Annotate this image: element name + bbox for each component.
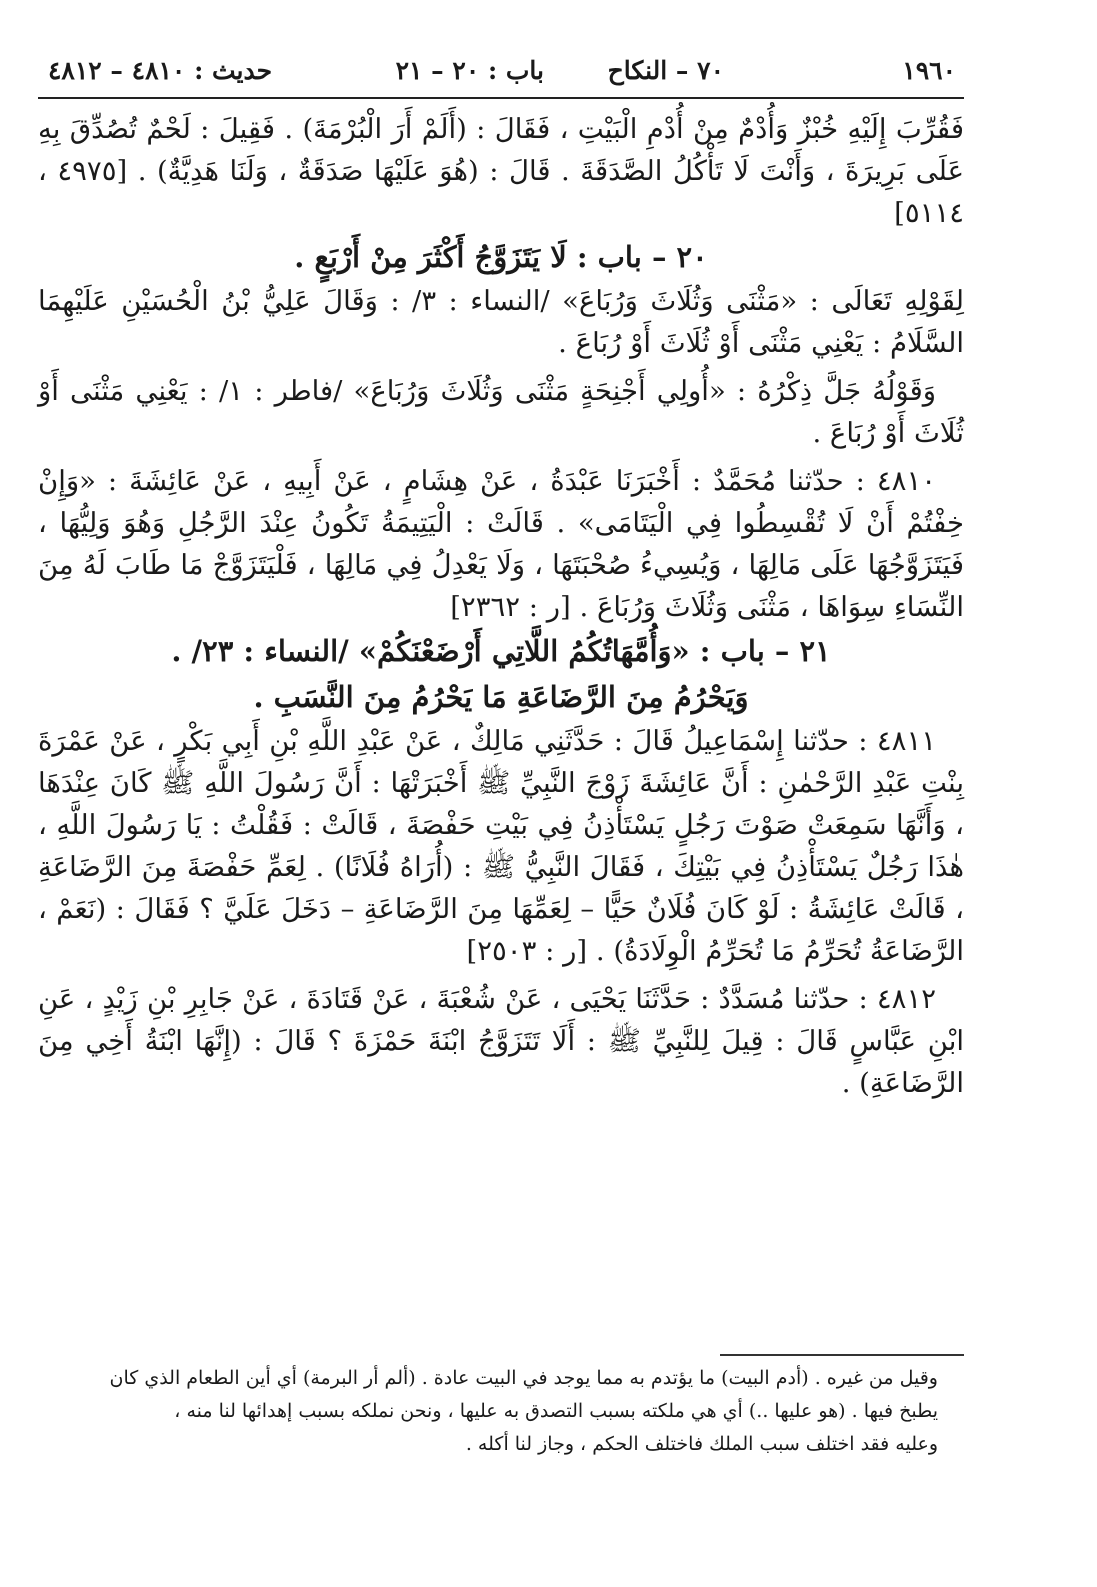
footnote xyxy=(38,1362,938,1461)
chapter-20-text-a: لِقَوْلِهِ تَعَالَى : «مَثْنَى وَثُلَاثَ وَرُبَاعَ» /النساء : ٣/ : وَقَالَ عَلِيُّ بْنُ الْحُسَيْنِ عَلَيْهِمَا السَّلَامُ : يَعْنِي مَثْنَى أَوْ ثُلَاثَ أَوْ رُبَاعَ . xyxy=(38,285,964,359)
running-header xyxy=(38,52,964,94)
chapter-heading-21-sub: وَيَحْرُمُ مِنَ الرَّضَاعَةِ مَا يَحْرُمُ مِنَ النَّسَبِ . xyxy=(253,680,749,714)
chapter-range: باب : ٢٠ – ٢١ xyxy=(395,56,544,85)
footnote-line-3: وعليه فقد اختلف سبب الملك فاختلف الحكم ، وجاز لنا أكله . xyxy=(465,1433,938,1455)
chapter-heading-21: ٢١ – باب : «وَأُمَّهَاتُكُمُ اللَّاتِي أَرْضَعْنَكُمْ» /النساء : ٢٣/ . xyxy=(171,634,831,668)
footnote-line-2: يطبخ فيها . (هو عليها ..) أي هي ملكته بسبب التصدق به عليها ، ونحن نملكه بسبب إهدائها لنا منه ، xyxy=(174,1400,938,1422)
continuation-paragraph: فَقُرِّبَ إِلَيْهِ خُبْزٌ وَأُدْمٌ مِنْ أُدْمِ الْبَيْتِ ، فَقَالَ : (أَلَمْ أَرَ الْبُرْمَةَ) . فَقِيلَ : لَحْمٌ تُصُدِّقَ بِهِ عَلَى بَرِيرَةَ ، وَأَنْتَ لَا تَأْكُلُ الصَّدَقَةَ . قَالَ : (هُوَ عَلَيْهَا صَدَقَةٌ ، وَلَنَا هَدِيَّةٌ) . [٤٩٧٥ ، ٥١١٤] xyxy=(38,113,964,229)
hadith-4812: ٤٨١٢ : حدّثنا مُسَدَّدٌ : حَدَّثَنَا يَحْيَى ، عَنْ شُعْبَةَ ، عَنْ قَتَادَةَ ، عَنْ جَابِرِ بْنِ زَيْدٍ ، عَنِ ابْنِ عَبَّاسٍ قَالَ : قِيلَ لِلنَّبِيِّ ﷺ : أَلَا تَتَزَوَّجُ ابْنَةَ حَمْزَةَ ؟ قَالَ : (إِنَّهَا ابْنَةُ أَخِي مِنَ الرَّضَاعَةِ) . xyxy=(38,983,964,1099)
footnote-line-1: وقيل من غيره . (أدم البيت) ما يؤتدم به مما يوجد في البيت عادة . (ألم أر البرمة) أي أين الطعام الذي كان xyxy=(109,1367,938,1389)
book-title: ٧٠ – النكاح xyxy=(607,56,724,85)
footnote-divider xyxy=(720,1354,964,1356)
page-number: ١٩٦٠ xyxy=(902,56,956,85)
hadith-range: حديث : ٤٨١٠ – ٤٨١٢ xyxy=(48,56,273,85)
chapter-heading-20: ٢٠ – باب : لَا يَتَزَوَّجُ أَكْثَرَ مِنْ أَرْبَعٍ . xyxy=(294,240,708,274)
chapter-20-text-b: وَقَوْلُهُ جَلَّ ذِكْرُهُ : «أُولِي أَجْنِحَةٍ مَثْنَى وَثُلَاثَ وَرُبَاعَ» /فاطر : ١/ : يَعْنِي مَثْنَى أَوْ ثُلَاثَ أَوْ رُبَاعَ . xyxy=(38,375,964,449)
header-divider xyxy=(38,97,964,99)
main-text xyxy=(38,108,964,1104)
hadith-4811: ٤٨١١ : حدّثنا إِسْمَاعِيلُ قَالَ : حَدَّثَنِي مَالِكٌ ، عَنْ عَبْدِ اللَّهِ بْنِ أَبِي بَكْرٍ ، عَنْ عَمْرَةَ بِنْتِ عَبْدِ الرَّحْمٰنِ : أَنَّ عَائِشَةَ زَوْجَ النَّبِيِّ ﷺ أَخْبَرَتْهَا : أَنَّ رَسُولَ اللَّهِ ﷺ كَانَ عِنْدَهَا ، وَأَنَّهَا سَمِعَتْ صَوْتَ رَجُلٍ يَسْتَأْذِنُ فِي بَيْتِ حَفْصَةَ ، قَالَتْ : فَقُلْتُ : يَا رَسُولَ اللَّهِ ، هٰذَا رَجُلٌ يَسْتَأْذِنُ فِي بَيْتِكَ ، فَقَالَ النَّبِيُّ ﷺ : (أُرَاهُ فُلَانًا) . لِعَمِّ حَفْصَةَ مِنَ الرَّضَاعَةِ ، قَالَتْ عَائِشَةُ : لَوْ كَانَ فُلَانٌ حَيًّا – لِعَمِّهَا مِنَ الرَّضَاعَةِ – دَخَلَ عَلَيَّ ؟ فَقَالَ : (نَعَمْ ، الرَّضَاعَةُ تُحَرِّمُ مَا تُحَرِّمُ الْوِلَادَةُ) . [ر : ٢٥٠٣] xyxy=(38,725,964,967)
hadith-4810: ٤٨١٠ : حدّثنا مُحَمَّدٌ : أَخْبَرَنَا عَبْدَةُ ، عَنْ هِشَامٍ ، عَنْ أَبِيهِ ، عَنْ عَائِشَةَ : «وَإِنْ خِفْتُمْ أَنْ لَا تُقْسِطُوا فِي الْيَتَامَى» . قَالَتْ : الْيَتِيمَةُ تَكُونُ عِنْدَ الرَّجُلِ وَهُوَ وَلِيُّهَا ، فَيَتَزَوَّجُهَا عَلَى مَالِهَا ، وَيُسِيءُ صُحْبَتَهَا ، وَلَا يَعْدِلُ فِي مَالِهَا ، فَلْيَتَزَوَّجْ مَا طَابَ لَهُ مِنَ النِّسَاءِ سِوَاهَا ، مَثْنَى وَثُلَاثَ وَرُبَاعَ . [ر : ٢٣٦٢] xyxy=(38,465,964,623)
